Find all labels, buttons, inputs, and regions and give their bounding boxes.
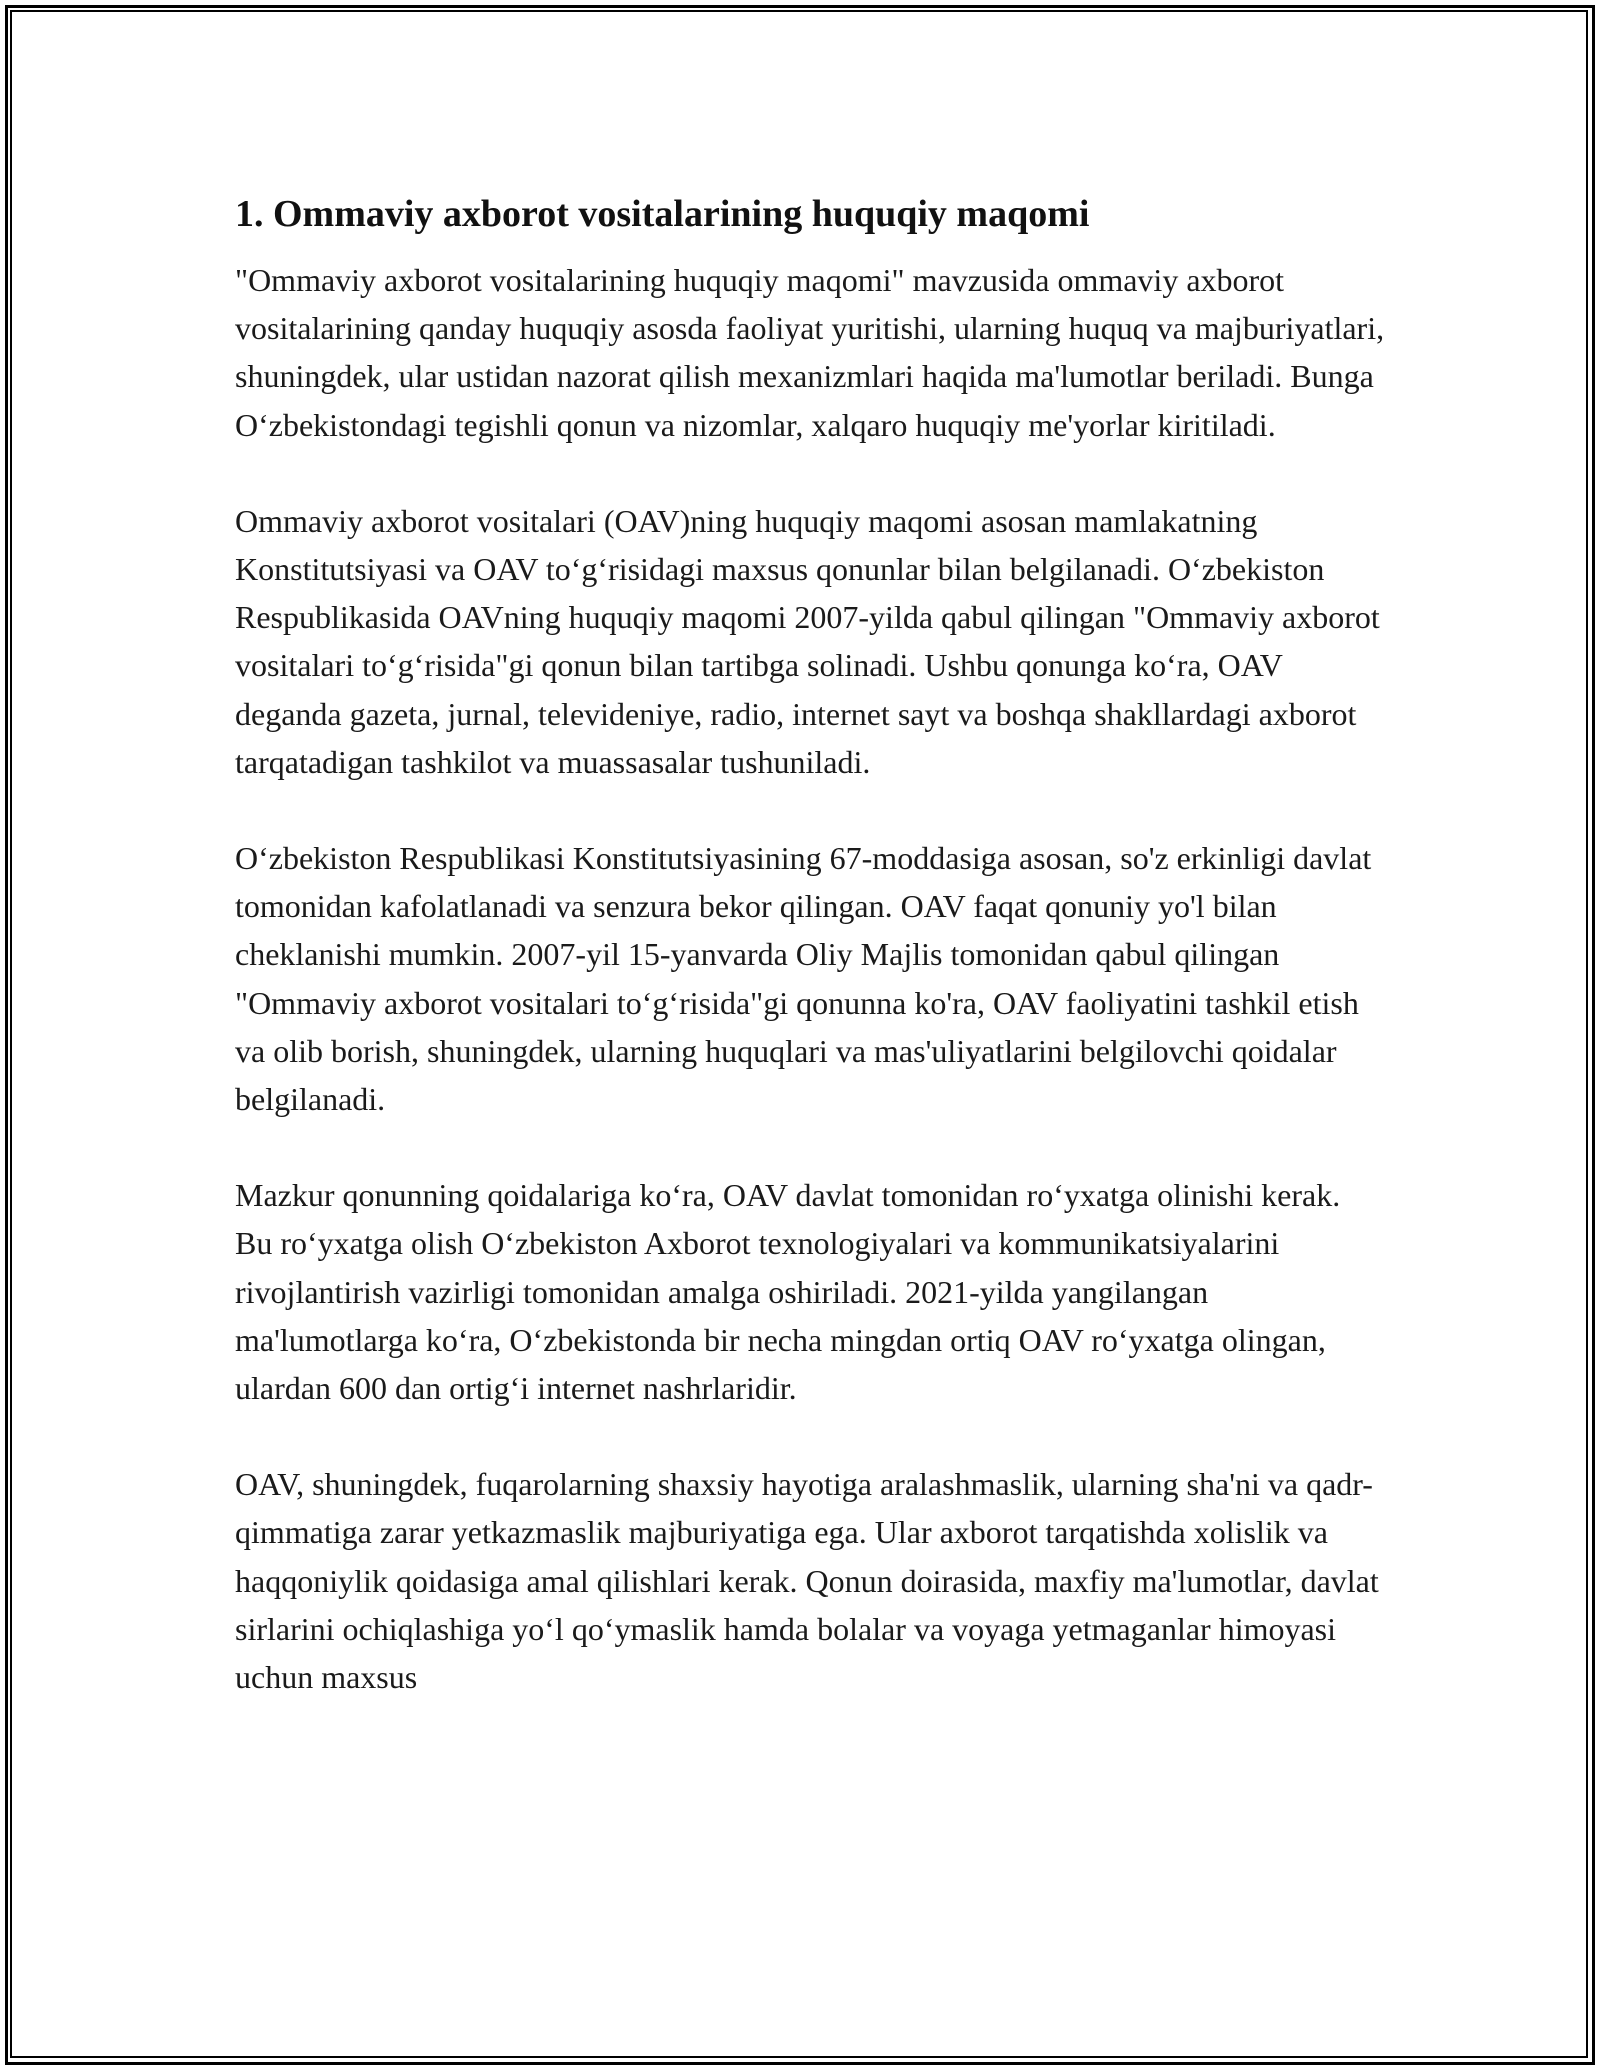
paragraph-obligations: OAV, shuningdek, fuqarolarning shaxsiy hayotiga aralashmaslik, ularning sha'ni va qadr-qimmatiga zarar yetkazmaslik majburiyatiga ega. Ular axborot tarqatishda xolislik va haqqoniylik qoidasiga amal qilishlari kerak. Qonun doirasida, maxfiy ma'lumotlar, davlat sirlarini ochiqlashiga yo‘l qo‘ymaslik hamda bolalar va voyaga yetmaganlar himoyasi uchun maxsus [235, 1466, 1379, 1696]
document-body [235, 188, 1385, 1749]
paragraph-registration: Mazkur qonunning qoidalariga ko‘ra, OAV davlat tomonidan ro‘yxatga olinishi kerak. Bu ro‘yxatga olish O‘zbekiston Axborot texnologiyalari va kommunikatsiyalarini rivojlantirish vazirligi tomonidan amalga oshiriladi. 2021-yilda yangilangan ma'lumotlarga ko‘ra, O‘zbekistonda bir necha mingdan ortiq OAV ro‘yxatga olingan, ulardan 600 dan ortig‘i internet nashrlaridir. [235, 1177, 1341, 1407]
paragraph-intro: "Ommaviy axborot vositalarining huquqiy maqomi" mavzusida ommaviy axborot vositalarining qanday huquqiy asosda faoliyat yuritishi, ularning huquq va majburiyatlari, shuningdek, ular ustidan nazorat qilish mexanizmlari haqida ma'lumotlar beriladi. Bunga O‘zbekistondagi tegishli qonun va nizomlar, xalqaro huquqiy me'yorlar kiritiladi. [235, 262, 1385, 443]
paragraph-legal-basis: Ommaviy axborot vositalari (OAV)ning huquqiy maqomi asosan mamlakatning Konstitutsiyasi va OAV to‘g‘risidagi maxsus qonunlar bilan belgilanadi. O‘zbekiston Respublikasida OAVning huquqiy maqomi 2007-yilda qabul qilingan "Ommaviy axborot vositalari to‘g‘risida"gi qonun bilan tartibga solinadi. Ushbu qonunga ko‘ra, OAV deganda gazeta, jurnal, televideniye, radio, internet sayt va boshqa shakllardagi axborot tarqatadigan tashkilot va muassasalar tushuniladi. [235, 502, 1380, 780]
section-heading: 1. Ommaviy axborot vositalarining huquqiy maqomi [235, 193, 1090, 235]
paragraph-constitution: O‘zbekiston Respublikasi Konstitutsiyasining 67-moddasiga asosan, so'z erkinligi davlat tomonidan kafolatlanadi va senzura bekor qilingan. OAV faqat qonuniy yo'l bilan cheklanishi mumkin. 2007-yil 15-yanvarda Oliy Majlis tomonidan qabul qilingan "Ommaviy axborot vositalari to‘g‘risida"gi qonunna ko'ra, OAV faoliyatini tashkil etish va olib borish, shuningdek, ularning huquqlari va mas'uliyatlarini belgilovchi qoidalar belgilanadi. [235, 840, 1372, 1118]
